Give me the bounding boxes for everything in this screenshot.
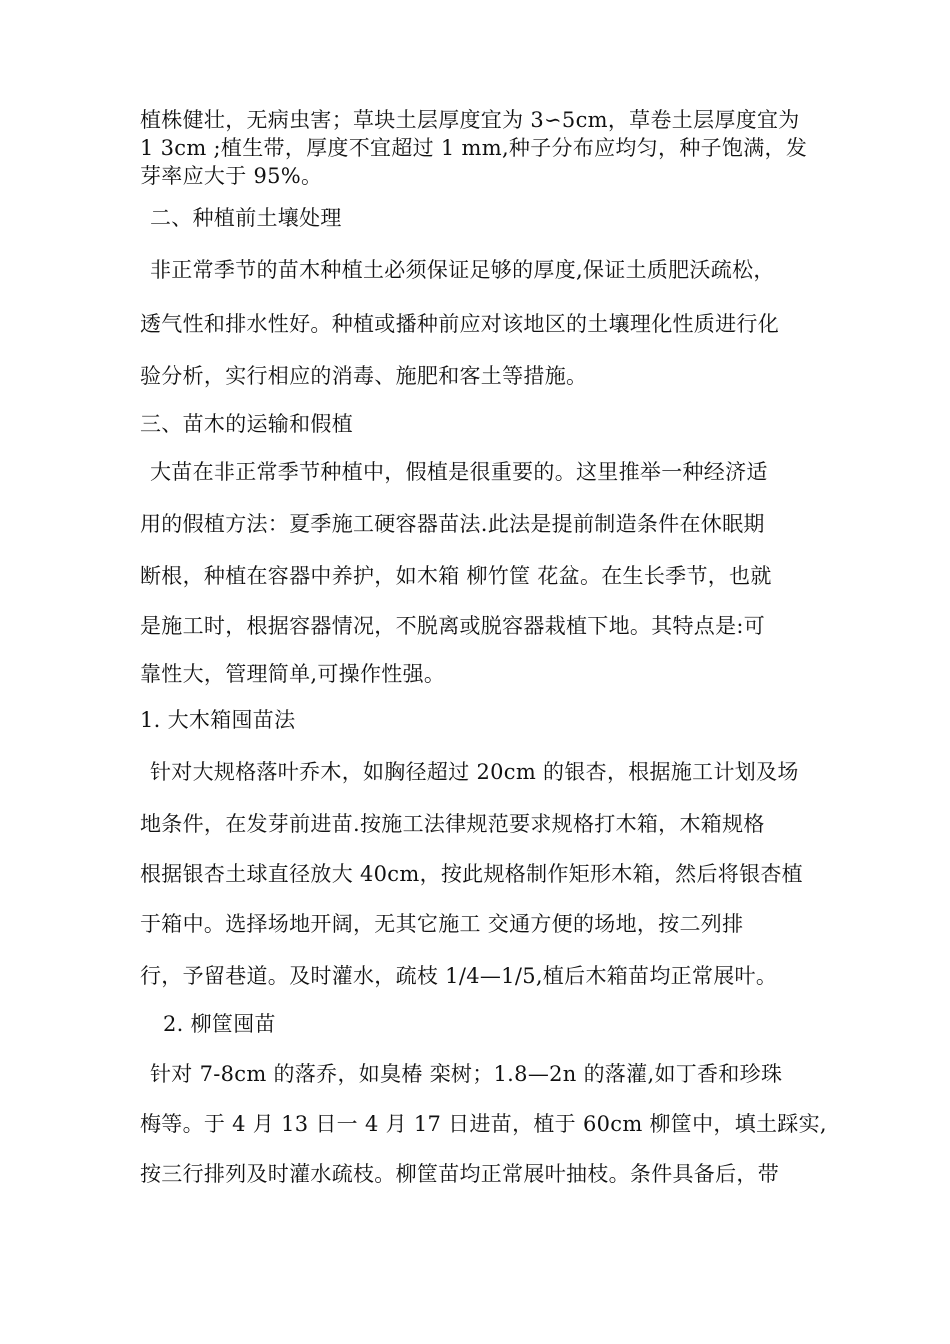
paragraph-line: 非正常季节的苗木种植土必须保证足够的厚度,保证土质肥沃疏松，: [150, 258, 775, 282]
paragraph-line: 靠性大，管理简单,可操作性强。: [140, 662, 446, 686]
paragraph-line: 验分析，实行相应的消毒、施肥和客土等措施。: [140, 364, 588, 388]
paragraph-line: 针对 7-8cm 的落乔，如臭椿 栾树；1.8—2n 的落灌,如丁香和珍珠: [150, 1062, 783, 1086]
paragraph-line: 植株健壮，无病虫害；草块土层厚度宜为 3∽5cm，草卷土层厚度宜为: [140, 108, 800, 132]
paragraph-line: 断根，种植在容器中养护，如木箱 柳竹筐 花盆。在生长季节，也就: [140, 564, 772, 588]
paragraph-line: 梅等。于 4 月 13 日一 4 月 17 日进苗，植于 60cm 柳筐中，填土踩实,: [140, 1112, 827, 1136]
subsection-heading-1: 1. 大木箱囤苗法: [140, 708, 296, 732]
paragraph-line: 用的假植方法：夏季施工硬容器苗法.此法是提前制造条件在休眠期: [140, 512, 765, 536]
paragraph-line: 根据银杏土球直径放大 40cm，按此规格制作矩形木箱，然后将银杏植: [140, 862, 803, 886]
section-heading-2: 二、种植前土壤处理: [150, 206, 342, 230]
paragraph-line: 针对大规格落叶乔木，如胸径超过 20cm 的银杏，根据施工计划及场: [150, 760, 799, 784]
subsection-heading-2: 2. 柳筐囤苗: [163, 1012, 276, 1036]
paragraph-line: 按三行排列及时灌水疏枝。柳筐苗均正常展叶抽枝。条件具备后，带: [140, 1162, 779, 1186]
paragraph-line: 透气性和排水性好。种植或播种前应对该地区的土壤理化性质进行化: [140, 312, 779, 336]
paragraph-line: 1 3cm ;植生带，厚度不宜超过 1 mm,种子分布应均匀，种子饱满，发: [140, 136, 808, 160]
paragraph-line: 大苗在非正常季节种植中，假植是很重要的。这里推举一种经济适: [150, 460, 768, 484]
paragraph-line: 地条件，在发芽前进苗.按施工法律规范要求规格打木箱，木箱规格: [140, 812, 765, 836]
section-heading-3: 三、苗木的运输和假植: [140, 412, 353, 436]
paragraph-line: 芽率应大于 95%。: [140, 164, 323, 188]
paragraph-line: 行，予留巷道。及时灌水，疏枝 1/4—1/5,植后木箱苗均正常展叶。: [140, 964, 778, 988]
paragraph-line: 是施工时，根据容器情况，不脱离或脱容器栽植下地。其特点是:可: [140, 614, 766, 638]
paragraph-line: 于箱中。选择场地开阔，无其它施工 交通方便的场地，按二列排: [140, 912, 744, 936]
